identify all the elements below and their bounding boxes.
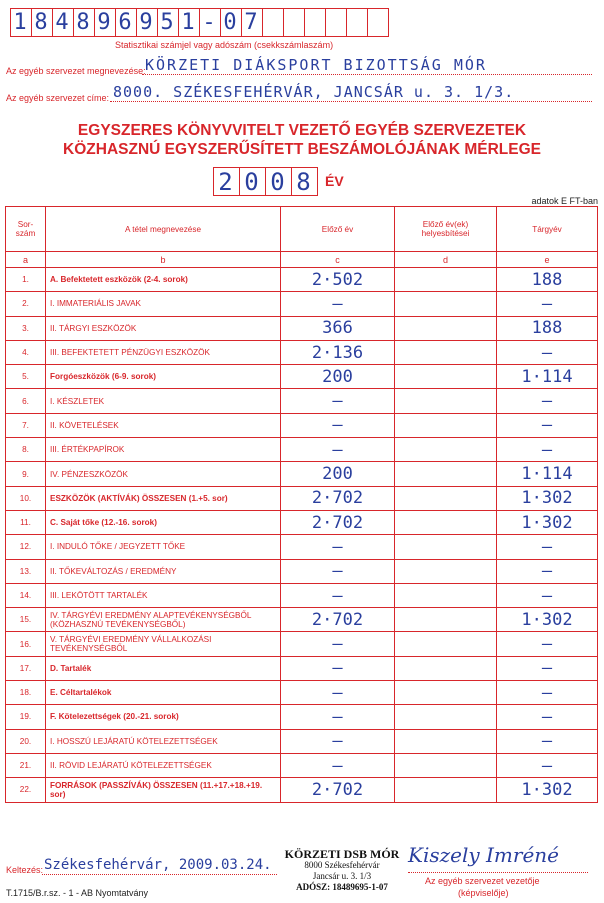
tax-digit-box[interactable]: 0 xyxy=(221,8,242,37)
row-number: 21. xyxy=(6,753,46,777)
row-previous-year[interactable]: – xyxy=(281,389,395,413)
table-row xyxy=(6,608,598,632)
tax-digit-box[interactable]: 4 xyxy=(53,8,74,37)
row-item-name: III. BEFEKTETETT PÉNZÜGYI ESZKÖZÖK xyxy=(46,340,281,364)
row-correction[interactable] xyxy=(395,486,497,510)
table-letter-row xyxy=(6,252,598,268)
year-label: ÉV xyxy=(325,173,344,189)
row-previous-year[interactable]: – xyxy=(281,705,395,729)
tax-digit-box[interactable]: 1 xyxy=(10,8,32,37)
tax-digit-box[interactable] xyxy=(368,8,389,37)
row-item-name: IV. TÁRGYÉVI EREDMÉNY ALAPTEVÉKENYSÉGBŐL (KÖZHASZNÚ TEVÉKENYSÉGBŐL) xyxy=(46,608,281,632)
table-row xyxy=(6,656,598,680)
row-current-year[interactable]: – xyxy=(497,340,598,364)
tax-digit-box[interactable]: 8 xyxy=(74,8,95,37)
row-number: 15. xyxy=(6,608,46,632)
table-row xyxy=(6,681,598,705)
row-previous-year[interactable]: – xyxy=(281,632,395,656)
row-current-year[interactable]: – xyxy=(497,583,598,607)
letter-d: d xyxy=(395,252,497,268)
row-current-year[interactable]: – xyxy=(497,656,598,680)
row-number: 14. xyxy=(6,583,46,607)
row-previous-year[interactable]: 2·502 xyxy=(281,268,395,292)
table-row xyxy=(6,583,598,607)
row-previous-year[interactable]: – xyxy=(281,583,395,607)
row-correction[interactable] xyxy=(395,559,497,583)
row-item-name: FORRÁSOK (PASSZÍVÁK) ÖSSZESEN (11.+17.+18.+19. sor) xyxy=(46,778,281,802)
row-number: 22. xyxy=(6,778,46,802)
row-previous-year[interactable]: – xyxy=(281,535,395,559)
table-row xyxy=(6,486,598,510)
year-digit-box[interactable]: 0 xyxy=(240,167,266,196)
table-row xyxy=(6,292,598,316)
row-current-year[interactable]: 188 xyxy=(497,316,598,340)
table-row xyxy=(6,340,598,364)
table-row xyxy=(6,535,598,559)
letter-e: e xyxy=(497,252,598,268)
row-previous-year[interactable]: 200 xyxy=(281,365,395,389)
row-item-name: III. ÉRTÉKPAPÍROK xyxy=(46,438,281,462)
date-value[interactable]: Székesfehérvár, 2009.03.24. xyxy=(44,857,272,873)
letter-c: c xyxy=(281,252,395,268)
row-previous-year[interactable]: 2·702 xyxy=(281,486,395,510)
tax-digit-box[interactable]: 9 xyxy=(95,8,116,37)
row-current-year[interactable]: 1·302 xyxy=(497,778,598,802)
letter-a: a xyxy=(6,252,46,268)
row-number: 6. xyxy=(6,389,46,413)
row-item-name: II. TÁRGYI ESZKÖZÖK xyxy=(46,316,281,340)
row-correction[interactable] xyxy=(395,340,497,364)
row-number: 9. xyxy=(6,462,46,486)
row-number: 5. xyxy=(6,365,46,389)
row-current-year[interactable]: 1·114 xyxy=(497,365,598,389)
row-item-name: I. KÉSZLETEK xyxy=(46,389,281,413)
header-corrections: Előző év(ek) helyesbítései xyxy=(395,207,497,252)
row-current-year[interactable]: – xyxy=(497,535,598,559)
year-digit-box[interactable]: 0 xyxy=(266,167,292,196)
stamp-line-3: Jancsár u. 3. 1/3 xyxy=(312,871,372,881)
header-previous-year: Előző év xyxy=(281,207,395,252)
table-row xyxy=(6,559,598,583)
table-row xyxy=(6,316,598,340)
org-name-line xyxy=(142,74,592,75)
row-number: 18. xyxy=(6,681,46,705)
row-current-year[interactable]: 188 xyxy=(497,268,598,292)
row-correction[interactable] xyxy=(395,681,497,705)
row-previous-year[interactable]: – xyxy=(281,559,395,583)
row-correction[interactable] xyxy=(395,268,497,292)
row-correction[interactable] xyxy=(395,608,497,632)
row-number: 8. xyxy=(6,438,46,462)
row-current-year[interactable]: – xyxy=(497,753,598,777)
row-previous-year[interactable]: 200 xyxy=(281,462,395,486)
stamp-line-2: 8000 Székesfehérvár xyxy=(304,860,380,870)
tax-digit-box[interactable]: 7 xyxy=(242,8,263,37)
row-number: 10. xyxy=(6,486,46,510)
row-item-name: E. Céltartalékok xyxy=(46,681,281,705)
row-correction[interactable] xyxy=(395,438,497,462)
tax-digit-box[interactable] xyxy=(305,8,326,37)
row-correction[interactable] xyxy=(395,316,497,340)
tax-digit-box[interactable]: 5 xyxy=(158,8,179,37)
tax-digit-box[interactable] xyxy=(347,8,368,37)
org-address-value[interactable]: 8000. SZÉKESFEHÉRVÁR, JANCSÁR u. 3. 1/3. xyxy=(113,83,515,101)
row-number: 2. xyxy=(6,292,46,316)
tax-digit-box[interactable]: 1 xyxy=(179,8,200,37)
row-item-name: C. Saját tőke (12.-16. sorok) xyxy=(46,510,281,534)
row-number: 7. xyxy=(6,413,46,437)
tax-digit-box[interactable]: - xyxy=(200,8,221,37)
date-line xyxy=(42,874,277,875)
row-current-year[interactable]: – xyxy=(497,729,598,753)
row-item-name: IV. PÉNZESZKÖZÖK xyxy=(46,462,281,486)
table-row xyxy=(6,753,598,777)
row-correction[interactable] xyxy=(395,413,497,437)
table-row xyxy=(6,413,598,437)
table-row xyxy=(6,389,598,413)
year-digit-box[interactable]: 8 xyxy=(292,167,318,196)
header-row-number: Sor- szám xyxy=(6,207,46,252)
row-correction[interactable] xyxy=(395,583,497,607)
row-item-name: III. LEKÖTÖTT TARTALÉK xyxy=(46,583,281,607)
row-previous-year[interactable]: – xyxy=(281,753,395,777)
row-number: 1. xyxy=(6,268,46,292)
date-label: Keltezés: xyxy=(6,865,44,875)
row-correction[interactable] xyxy=(395,778,497,802)
form-code: T.1715/B.r.sz. - 1 - AB Nyomtatvány xyxy=(6,888,149,898)
title-line-1: EGYSZERES KÖNYVVITELT VEZETŐ EGYÉB SZERVEZETEK xyxy=(77,122,527,139)
row-item-name: ESZKÖZÖK (AKTÍVÁK) ÖSSZESEN (1.+5. sor) xyxy=(46,486,281,510)
org-address-line xyxy=(110,101,592,102)
row-previous-year[interactable]: – xyxy=(281,292,395,316)
row-previous-year[interactable]: – xyxy=(281,413,395,437)
row-number: 20. xyxy=(6,729,46,753)
row-number: 16. xyxy=(6,632,46,656)
table-row xyxy=(6,510,598,534)
row-item-name: I. IMMATERIÁLIS JAVAK xyxy=(46,292,281,316)
row-current-year[interactable]: – xyxy=(497,413,598,437)
row-current-year[interactable]: – xyxy=(497,681,598,705)
row-number: 4. xyxy=(6,340,46,364)
row-number: 3. xyxy=(6,316,46,340)
row-number: 12. xyxy=(6,535,46,559)
letter-b: b xyxy=(46,252,281,268)
row-correction[interactable] xyxy=(395,656,497,680)
header-item-name: A tétel megnevezése xyxy=(46,207,281,252)
title-line-2: KÖZHASZNÚ EGYSZERŰSÍTETT BESZÁMOLÓJÁNAK MÉRLEGE xyxy=(63,141,541,158)
table-header-row xyxy=(6,207,598,252)
row-number: 13. xyxy=(6,559,46,583)
row-current-year[interactable]: 1·114 xyxy=(497,462,598,486)
row-current-year[interactable]: – xyxy=(497,705,598,729)
row-correction[interactable] xyxy=(395,389,497,413)
tax-digit-box[interactable]: 6 xyxy=(116,8,137,37)
year-digit-box[interactable]: 2 xyxy=(213,167,240,196)
units-note: adatok E FT-ban xyxy=(531,196,598,206)
row-current-year[interactable]: – xyxy=(497,559,598,583)
row-item-name: V. TÁRGYÉVI EREDMÉNY VÁLLALKOZÁSI TEVÉKENYSÉGBŐL xyxy=(46,632,281,656)
table-row xyxy=(6,365,598,389)
row-previous-year[interactable]: – xyxy=(281,438,395,462)
row-item-name: II. TŐKEVÁLTOZÁS / EREDMÉNY xyxy=(46,559,281,583)
table-row xyxy=(6,438,598,462)
row-item-name: I. INDULÓ TŐKE / JEGYZETT TŐKE xyxy=(46,535,281,559)
row-number: 19. xyxy=(6,705,46,729)
header-current-year: Tárgyév xyxy=(497,207,598,252)
table-row xyxy=(6,778,598,802)
table-row xyxy=(6,268,598,292)
table-row xyxy=(6,729,598,753)
row-previous-year[interactable]: 2·702 xyxy=(281,778,395,802)
row-current-year[interactable]: – xyxy=(497,292,598,316)
row-item-name: D. Tartalék xyxy=(46,656,281,680)
tax-digit-box[interactable]: 9 xyxy=(137,8,158,37)
row-previous-year[interactable]: – xyxy=(281,681,395,705)
row-item-name: A. Befektetett eszközök (2-4. sorok) xyxy=(46,268,281,292)
organization-stamp xyxy=(283,849,401,893)
tax-digit-box[interactable]: 8 xyxy=(32,8,53,37)
row-correction[interactable] xyxy=(395,510,497,534)
row-item-name: II. KÖVETELÉSEK xyxy=(46,413,281,437)
row-correction[interactable] xyxy=(395,292,497,316)
row-item-name: F. Kötelezettségek (20.-21. sorok) xyxy=(46,705,281,729)
balance-sheet-table xyxy=(5,206,598,803)
table-row xyxy=(6,705,598,729)
signer-label-1: Az egyéb szervezet vezetője xyxy=(425,876,540,886)
row-number: 17. xyxy=(6,656,46,680)
row-current-year[interactable]: 1·302 xyxy=(497,486,598,510)
row-correction[interactable] xyxy=(395,535,497,559)
stamp-line-4: ADÓSZ: 18489695-1-07 xyxy=(296,882,388,892)
row-current-year[interactable]: – xyxy=(497,438,598,462)
signature: Kiszely Imréné xyxy=(408,843,560,867)
table-row xyxy=(6,632,598,656)
row-current-year[interactable]: 1·302 xyxy=(497,608,598,632)
row-current-year[interactable]: – xyxy=(497,389,598,413)
tax-digit-box[interactable] xyxy=(263,8,284,37)
tax-number-boxes[interactable] xyxy=(10,8,389,37)
row-item-name: I. HOSSZÚ LEJÁRATÚ KÖTELEZETTSÉGEK xyxy=(46,729,281,753)
row-correction[interactable] xyxy=(395,753,497,777)
row-current-year[interactable]: 1·302 xyxy=(497,510,598,534)
row-correction[interactable] xyxy=(395,729,497,753)
row-previous-year[interactable]: 366 xyxy=(281,316,395,340)
tax-digit-box[interactable] xyxy=(284,8,305,37)
row-correction[interactable] xyxy=(395,365,497,389)
row-previous-year[interactable]: 2·702 xyxy=(281,608,395,632)
signer-label-2: (képviselője) xyxy=(458,888,509,898)
row-correction[interactable] xyxy=(395,632,497,656)
row-previous-year[interactable]: 2·136 xyxy=(281,340,395,364)
row-previous-year[interactable]: – xyxy=(281,656,395,680)
row-current-year[interactable]: – xyxy=(497,632,598,656)
row-previous-year[interactable]: 2·702 xyxy=(281,510,395,534)
tax-digit-box[interactable] xyxy=(326,8,347,37)
org-name-label: Az egyéb szervezet megnevezése: xyxy=(6,66,146,76)
org-name-value[interactable]: KÖRZETI DIÁKSPORT BIZOTTSÁG MÓR xyxy=(145,56,487,74)
org-address-label: Az egyéb szervezet címe: xyxy=(6,93,110,103)
row-item-name: II. RÖVID LEJÁRATÚ KÖTELEZETTSÉGEK xyxy=(46,753,281,777)
row-correction[interactable] xyxy=(395,705,497,729)
row-correction[interactable] xyxy=(395,462,497,486)
row-item-name: Forgóeszközök (6-9. sorok) xyxy=(46,365,281,389)
year-boxes[interactable] xyxy=(213,167,318,196)
signature-line xyxy=(408,872,588,873)
stamp-line-1: KÖRZETI DSB MÓR xyxy=(284,847,400,861)
row-number: 11. xyxy=(6,510,46,534)
row-previous-year[interactable]: – xyxy=(281,729,395,753)
tax-number-label: Statisztikai számjel vagy adószám (csekkszámlaszám) xyxy=(115,40,334,50)
table-row xyxy=(6,462,598,486)
